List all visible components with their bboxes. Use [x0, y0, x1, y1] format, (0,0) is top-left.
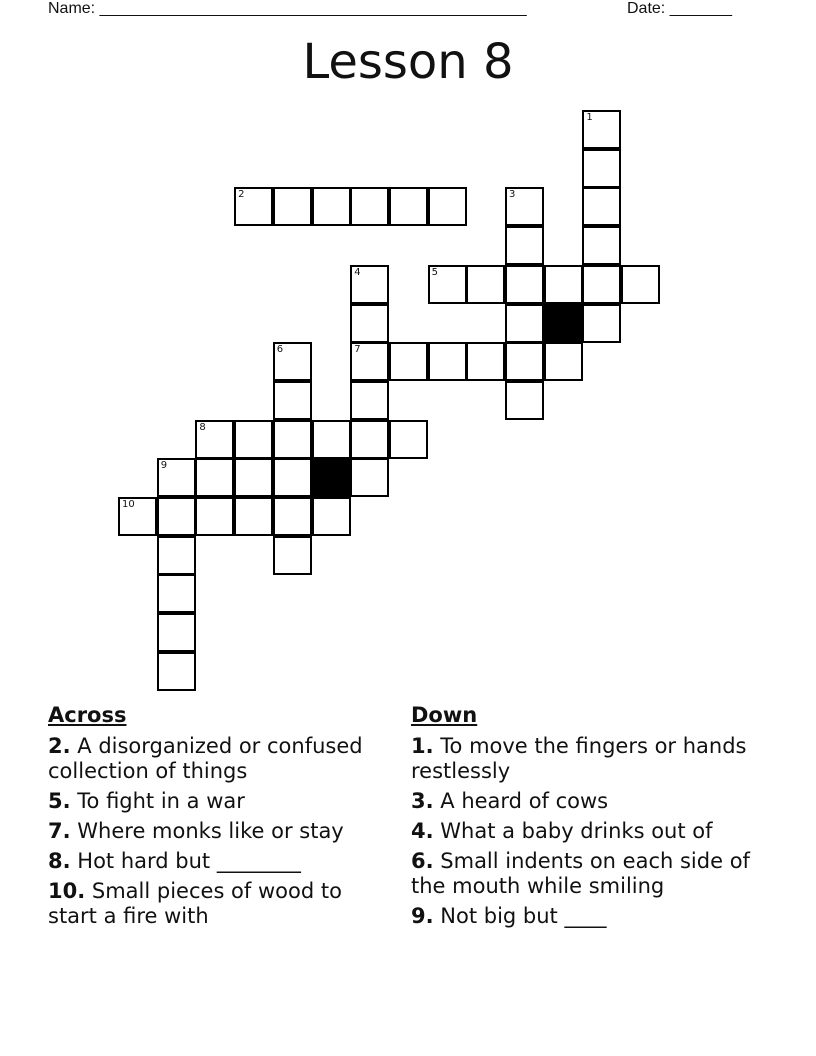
cell-number: 5 — [431, 266, 438, 278]
page-title: Lesson 8 — [302, 34, 514, 90]
crossword-cell[interactable] — [582, 110, 621, 149]
clue-down-9: 9. Not big but ____ — [411, 904, 607, 928]
clue-across-8: 8. Hot hard but ________ — [48, 849, 301, 873]
crossword-cell[interactable] — [428, 342, 467, 381]
crossword-cell[interactable] — [195, 458, 234, 497]
crossword-cell[interactable] — [234, 187, 273, 226]
clue-down-1: 1. To move the fingers or hands restlessly — [411, 734, 747, 783]
crossword-cell[interactable] — [582, 187, 621, 226]
down-heading: Down — [411, 703, 478, 727]
crossword-cell[interactable] — [273, 381, 312, 420]
crossword-cell[interactable] — [234, 497, 273, 536]
shaded-square — [544, 304, 583, 343]
crossword-cell[interactable] — [428, 265, 467, 304]
cell-number: 9 — [160, 460, 168, 472]
crossword-cell[interactable] — [466, 342, 505, 381]
crossword-cell[interactable] — [350, 342, 389, 381]
crossword-cell[interactable] — [157, 613, 196, 652]
crossword-cell[interactable] — [273, 536, 312, 575]
down-clues — [411, 703, 751, 934]
clue-down-4: 4. What a baby drinks out of — [411, 819, 713, 843]
name-field-label: Name: ________________________________________________ — [48, 0, 527, 17]
cell-number: 2 — [238, 189, 245, 201]
shaded-square — [312, 458, 351, 497]
crossword-cell[interactable] — [350, 304, 389, 343]
crossword-cell[interactable] — [195, 497, 234, 536]
crossword-cell[interactable] — [582, 226, 621, 265]
date-field-label: Date: _______ — [627, 0, 732, 17]
clue-across-5: 5. To fight in a war — [48, 789, 245, 813]
crossword-cell[interactable] — [505, 304, 544, 343]
crossword-cell[interactable] — [118, 497, 157, 536]
crossword-cell[interactable] — [234, 420, 273, 459]
crossword-cell[interactable] — [273, 497, 312, 536]
crossword-cell[interactable] — [312, 497, 351, 536]
cell-number: 4 — [354, 266, 361, 278]
crossword-cell[interactable] — [582, 304, 621, 343]
crossword-cell[interactable] — [273, 187, 312, 226]
cell-number: 8 — [199, 421, 206, 433]
crossword-cell[interactable] — [505, 342, 544, 381]
crossword-cell[interactable] — [157, 497, 196, 536]
crossword-cell[interactable] — [273, 342, 312, 381]
crossword-cell[interactable] — [621, 265, 660, 304]
crossword-cell[interactable] — [350, 458, 389, 497]
crossword-cell[interactable] — [157, 652, 196, 691]
crossword-cell[interactable] — [544, 265, 583, 304]
crossword-cell[interactable] — [582, 265, 621, 304]
across-clues — [48, 703, 388, 934]
cell-number: 6 — [276, 344, 284, 356]
crossword-cell[interactable] — [157, 458, 196, 497]
crossword-cell[interactable] — [273, 458, 312, 497]
crossword-cell[interactable] — [312, 187, 351, 226]
crossword-cell[interactable] — [195, 420, 234, 459]
crossword-cell[interactable] — [350, 420, 389, 459]
crossword-cell[interactable] — [505, 226, 544, 265]
crossword-cell[interactable] — [350, 381, 389, 420]
cell-number: 1 — [586, 112, 593, 123]
crossword-cell[interactable] — [389, 420, 428, 459]
clue-across-10: 10. Small pieces of wood to start a fire with — [48, 879, 342, 928]
crossword-cell[interactable] — [582, 149, 621, 188]
crossword-cell[interactable] — [157, 536, 196, 575]
crossword-cell[interactable] — [389, 342, 428, 381]
clue-across-2: 2. A disorganized or confused collection of things — [48, 734, 363, 783]
crossword-cell[interactable] — [273, 420, 312, 459]
clue-down-3: 3. A heard of cows — [411, 789, 609, 813]
clue-across-7: 7. Where monks like or stay — [48, 819, 344, 843]
crossword-cell[interactable] — [234, 458, 273, 497]
crossword-cell[interactable] — [157, 574, 196, 613]
crossword-cell[interactable] — [350, 187, 389, 226]
crossword-cell[interactable] — [466, 265, 505, 304]
crossword-cell[interactable] — [350, 265, 389, 304]
cell-number: 3 — [509, 189, 516, 201]
crossword-cell[interactable] — [505, 381, 544, 420]
cell-number: 7 — [354, 344, 361, 356]
crossword-cell[interactable] — [389, 187, 428, 226]
crossword-cell[interactable] — [544, 342, 583, 381]
across-heading: Across — [48, 703, 127, 727]
cell-number: 10 — [122, 499, 135, 510]
crossword-cell[interactable] — [505, 187, 544, 226]
crossword-cell[interactable] — [312, 420, 351, 459]
clue-down-6: 6. Small indents on each side of the mouth while smiling — [411, 849, 750, 898]
crossword-cell[interactable] — [505, 265, 544, 304]
crossword-cell[interactable] — [428, 187, 467, 226]
